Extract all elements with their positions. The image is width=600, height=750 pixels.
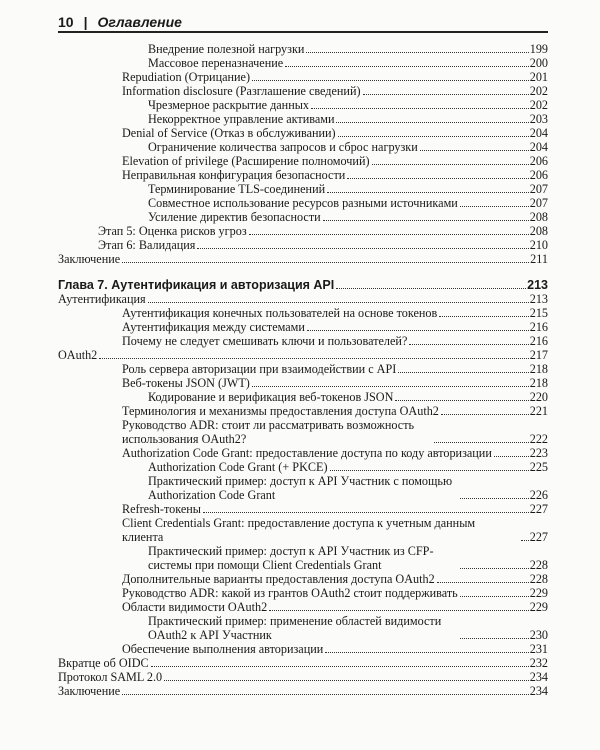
toc-entry <box>58 460 548 474</box>
table-of-contents <box>58 42 548 698</box>
toc-entry-title: OAuth2 <box>58 348 98 362</box>
toc-entry-title: Чрезмерное раскрытие данных <box>148 98 310 112</box>
dot-leader <box>203 512 529 513</box>
dot-leader <box>306 52 528 53</box>
toc-entry <box>58 196 548 210</box>
toc-entry-title: Вкратце об OIDC <box>58 656 149 670</box>
toc-entry <box>58 306 548 320</box>
toc-entry-title: Authorization Code Grant (+ PKCE) <box>148 460 328 474</box>
dot-leader <box>494 456 529 457</box>
toc-entry-title: Массовое переназначение <box>148 56 284 70</box>
toc-entry-page: 210 <box>529 238 548 252</box>
toc-entry-title: Практический пример: применение областей видимости OAuth2 к API Участник <box>148 614 442 642</box>
toc-entry <box>58 348 548 362</box>
toc-entry <box>58 614 548 642</box>
toc-entry <box>58 210 548 224</box>
toc-entry <box>58 292 548 306</box>
toc-entry-title: Внедрение полезной нагрузки <box>148 42 305 56</box>
toc-entry <box>58 544 548 572</box>
dot-leader <box>395 400 528 401</box>
toc-entry <box>58 182 548 196</box>
toc-entry-page: 206 <box>529 168 548 182</box>
dot-leader <box>311 108 529 109</box>
toc-entry-page: 225 <box>529 460 548 474</box>
toc-entry-title: Некорректное управление активами <box>148 112 335 126</box>
dot-leader <box>363 94 529 95</box>
toc-entry-page: 230 <box>529 628 548 642</box>
toc-entry-title: Кодирование и верификация веб-токенов JSON <box>148 390 394 404</box>
toc-entry <box>58 656 548 670</box>
toc-entry <box>58 572 548 586</box>
toc-entry-title: Заключение <box>58 684 121 698</box>
dot-leader <box>252 386 529 387</box>
toc-entry-page: 228 <box>529 558 548 572</box>
toc-entry-page: 234 <box>529 684 548 698</box>
toc-entry-title: Заключение <box>58 252 121 266</box>
toc-entry <box>58 418 548 446</box>
dot-leader <box>521 540 529 541</box>
toc-entry <box>58 168 548 182</box>
toc-entry <box>58 140 548 154</box>
toc-entry-title: Терминология и механизмы предоставления доступа OAuth2 <box>122 404 439 418</box>
toc-entry <box>58 404 548 418</box>
toc-entry-page: 216 <box>529 320 548 334</box>
dot-leader <box>269 610 529 611</box>
toc-entry-page: 220 <box>529 390 548 404</box>
dot-leader <box>307 330 529 331</box>
toc-entry-page: 204 <box>529 126 548 140</box>
toc-entry-page: 202 <box>529 98 548 112</box>
toc-entry-page: 229 <box>529 586 548 600</box>
toc-entry-title: Практический пример: доступ к API Участник из CFP-системы при помощи Client Credentials Grant <box>148 544 434 572</box>
toc-entry-page: 203 <box>529 112 548 126</box>
toc-entry-page: 227 <box>529 502 548 516</box>
dot-leader <box>441 414 529 415</box>
toc-entry <box>58 390 548 404</box>
dot-leader <box>460 568 529 569</box>
toc-entry-title: Роль сервера авторизации при взаимодействии с API <box>122 362 397 376</box>
dot-leader <box>409 344 528 345</box>
dot-leader <box>197 248 528 249</box>
toc-entry <box>58 642 548 656</box>
dot-leader <box>336 288 526 289</box>
toc-entry-page: 208 <box>529 224 548 238</box>
toc-entry-title: Аутентификация <box>58 292 146 306</box>
toc-entry-page: 207 <box>529 182 548 196</box>
toc-entry-title: Этап 5: Оценка рисков угроз <box>98 224 247 238</box>
toc-entry-title: Области видимости OAuth2 <box>122 600 268 614</box>
toc-entry-page: 216 <box>529 334 548 348</box>
toc-entry-title: Усиление директив безопасности <box>148 210 321 224</box>
toc-entry-title: Ограничение количества запросов и сброс нагрузки <box>148 140 418 154</box>
toc-entry-page: 229 <box>529 600 548 614</box>
toc-entry-title: Дополнительные варианты предоставления доступа OAuth2 <box>122 572 435 586</box>
toc-entry-title: Аутентификация конечных пользователей на основе токенов <box>122 306 438 320</box>
toc-entry <box>58 516 548 544</box>
toc-entry-title: Authorization Code Grant: предоставление доступа по коду авторизации <box>122 446 492 460</box>
dot-leader <box>420 150 529 151</box>
toc-entry <box>58 238 548 252</box>
toc-entry-title: Repudiation (Отрицание) <box>122 70 251 84</box>
dot-leader <box>122 694 529 695</box>
toc-entry <box>58 98 548 112</box>
toc-entry-title: Веб-токены JSON (JWT) <box>122 376 250 390</box>
toc-entry-title: Руководство ADR: какой из грантов OAuth2 стоит поддерживать <box>122 586 458 600</box>
dot-leader <box>434 442 529 443</box>
toc-entry-title: Обеспечение выполнения авторизации <box>122 642 324 656</box>
toc-entry <box>58 112 548 126</box>
toc-entry <box>58 56 548 70</box>
toc-entry-page: 234 <box>529 670 548 684</box>
toc-entry-page: 231 <box>529 642 548 656</box>
toc-entry-title: Этап 6: Валидация <box>98 238 196 252</box>
toc-entry-page: 232 <box>529 656 548 670</box>
dot-leader <box>252 80 529 81</box>
toc-entry-page: 200 <box>529 56 548 70</box>
toc-entry-title: Аутентификация между системами <box>122 320 305 334</box>
dot-leader <box>323 220 529 221</box>
toc-entry-page: 217 <box>529 348 548 362</box>
toc-entry-page: 199 <box>529 42 548 56</box>
toc-entry <box>58 126 548 140</box>
dot-leader <box>148 302 529 303</box>
toc-entry <box>58 362 548 376</box>
toc-entry-page: 227 <box>529 530 548 544</box>
dot-leader <box>249 234 529 235</box>
dot-leader <box>437 582 529 583</box>
dot-leader <box>398 372 528 373</box>
dot-leader <box>336 122 528 123</box>
toc-entry <box>58 154 548 168</box>
dot-leader <box>325 652 528 653</box>
toc-entry-title: Client Credentials Grant: предоставление доступа к учетным данным клиента <box>122 516 476 544</box>
toc-entry-page: 204 <box>529 140 548 154</box>
toc-entry-page: 228 <box>529 572 548 586</box>
dot-leader <box>151 666 529 667</box>
toc-entry-page: 208 <box>529 210 548 224</box>
chapter-heading <box>58 278 548 292</box>
dot-leader <box>338 136 529 137</box>
toc-entry-page: 211 <box>530 252 548 266</box>
toc-entry-title: Refresh-токены <box>122 502 201 516</box>
page-number: 10 <box>58 14 74 30</box>
toc-entry-page: 221 <box>529 404 548 418</box>
dot-leader <box>460 638 529 639</box>
dot-leader <box>285 66 529 67</box>
dot-leader <box>460 498 529 499</box>
dot-leader <box>122 262 529 263</box>
toc-entry <box>58 376 548 390</box>
toc-entry <box>58 252 548 266</box>
toc-entry <box>58 502 548 516</box>
dot-leader <box>460 206 529 207</box>
toc-entry-title: Information disclosure (Разглашение сведений) <box>122 84 361 98</box>
dot-leader <box>164 680 529 681</box>
header-separator: | <box>83 14 88 30</box>
toc-entry-page: 218 <box>529 362 548 376</box>
toc-entry <box>58 84 548 98</box>
toc-entry-page: 222 <box>529 432 548 446</box>
toc-entry-title: Руководство ADR: стоит ли рассматривать возможность использования OAuth2? <box>122 418 415 446</box>
toc-entry <box>58 600 548 614</box>
toc-entry <box>58 224 548 238</box>
toc-entry <box>58 70 548 84</box>
toc-entry-page: 223 <box>529 446 548 460</box>
toc-entry-title: Почему не следует смешивать ключи и пользователей? <box>122 334 408 348</box>
toc-entry <box>58 446 548 460</box>
toc-entry-title: Практический пример: доступ к API Участник с помощью Authorization Code Grant <box>148 474 453 502</box>
toc-entry-title: Совместное использование ресурсов разными источниками <box>148 196 458 210</box>
dot-leader <box>330 470 529 471</box>
toc-entry <box>58 684 548 698</box>
toc-entry-title: Глава 7. Аутентификация и авторизация API <box>58 278 335 292</box>
toc-entry-title: Терминирование TLS-соединений <box>148 182 326 196</box>
toc-entry <box>58 670 548 684</box>
dot-leader <box>372 164 529 165</box>
toc-entry <box>58 42 548 56</box>
dot-leader <box>99 358 528 359</box>
toc-entry-title: Протокол SAML 2.0 <box>58 670 163 684</box>
toc-entry <box>58 320 548 334</box>
toc-entry <box>58 586 548 600</box>
toc-entry-page: 206 <box>529 154 548 168</box>
dot-leader <box>460 596 529 597</box>
toc-entry-title: Неправильная конфигурация безопасности <box>122 168 346 182</box>
toc-entry-page: 213 <box>527 278 548 292</box>
toc-entry-page: 218 <box>529 376 548 390</box>
toc-entry-title: Elevation of privilege (Расширение полномочий) <box>122 154 370 168</box>
toc-entry <box>58 334 548 348</box>
toc-entry-page: 226 <box>529 488 548 502</box>
dot-leader <box>439 316 528 317</box>
dot-leader <box>347 178 528 179</box>
toc-entry-page: 202 <box>529 84 548 98</box>
running-title: Оглавление <box>97 14 182 30</box>
toc-entry-page: 213 <box>529 292 548 306</box>
dot-leader <box>327 192 529 193</box>
toc-entry-page: 215 <box>529 306 548 320</box>
toc-entry-title: Denial of Service (Отказ в обслуживании) <box>122 126 336 140</box>
page-header <box>58 8 548 33</box>
toc-entry <box>58 474 548 502</box>
toc-entry-page: 201 <box>529 70 548 84</box>
toc-entry-page: 207 <box>529 196 548 210</box>
